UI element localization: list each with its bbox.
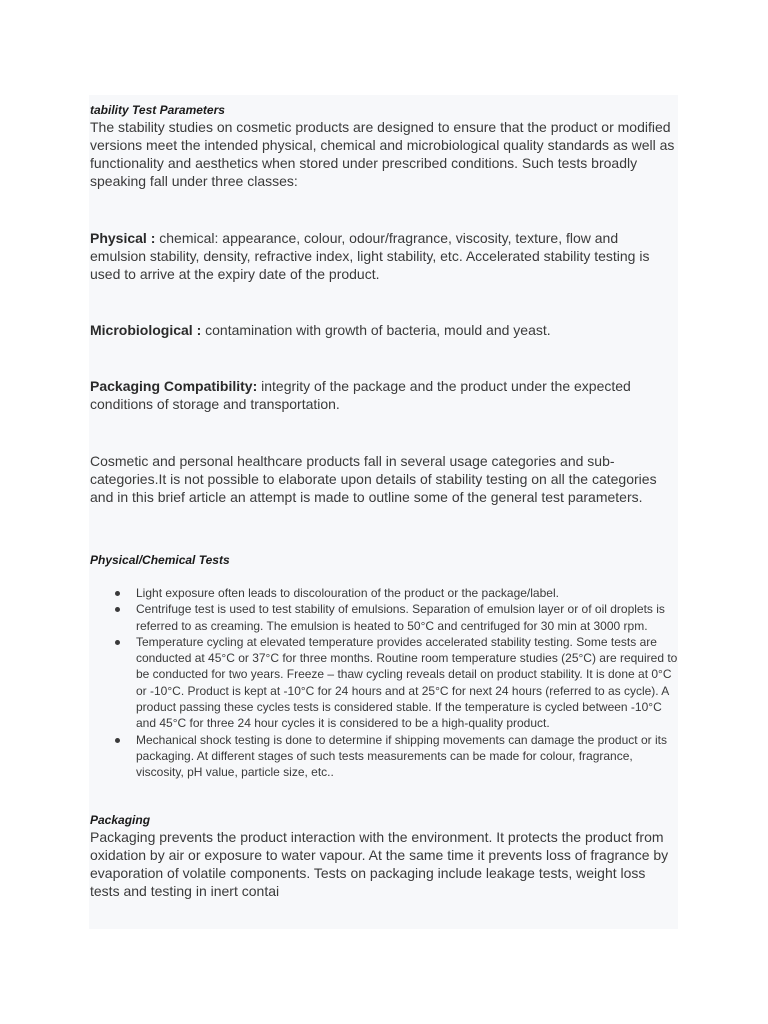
packaging-heading: Packaging (90, 813, 151, 827)
physical-chemical-heading: Physical/Chemical Tests (90, 553, 230, 567)
packaging-text: Packaging prevents the product interaction with the environment. It protects the product from oxidation by air or exposure to water vapour. At the same time it prevents loss of fragrance by evaporation of volatile components. Tests on packaging include leakage tests, weight loss tests and testing in inert contai (90, 829, 669, 899)
document-content (89, 95, 678, 929)
stability-section (90, 102, 678, 190)
class-physical-text: chemical: appearance, colour, odour/fragrance, viscosity, texture, flow and emulsion stability, density, refractive index, light stability, etc. Accelerated stability testing is used to arrive at the expiry date of the product. (90, 230, 650, 282)
class-physical (90, 229, 678, 283)
class-packaging (90, 377, 678, 413)
class-microbiological (90, 321, 678, 339)
physical-chemical-section (90, 552, 678, 568)
bullet-icon (115, 640, 120, 645)
bullet-icon (115, 738, 120, 743)
class-microbiological-text: contamination with growth of bacteria, mould and yeast. (201, 322, 551, 338)
stability-heading: tability Test Parameters (90, 103, 225, 117)
class-packaging-label: Packaging Compatibility: (90, 378, 258, 394)
class-physical-label: Physical : (90, 230, 156, 246)
bullet-icon (115, 607, 120, 612)
class-microbiological-label: Microbiological : (90, 322, 202, 338)
list-item: Light exposure often leads to discolouration of the product or the package/label. (90, 585, 678, 601)
stability-intro: The stability studies on cosmetic products are designed to ensure that the product or modified versions meet the intended physical, chemical and microbiological quality standards as well as functionality and aesthetics when stored under prescribed conditions. Such tests broadly speaking fall under three classes: (90, 119, 675, 189)
bullet-icon (115, 591, 120, 596)
physical-chemical-list (90, 585, 678, 781)
physical-chemical-list-wrap (90, 585, 678, 781)
list-item: Centrifuge test is used to test stability of emulsions. Separation of emulsion layer or of oil droplets is referred to as creaming. The emulsion is heated to 50°C and centrifuged for 30 min at 3000 rpm. (90, 601, 678, 634)
class-packaging-text: integrity of the package and the product under the expected conditions of storage and transportation. (90, 378, 631, 412)
list-item: Mechanical shock testing is done to determine if shipping movements can damage the product or its packaging. At different stages of such tests measurements can be made for colour, fragrance, viscosity, pH value, particle size, etc.. (90, 732, 678, 781)
packaging-section (90, 812, 678, 900)
list-item: Temperature cycling at elevated temperature provides accelerated stability testing. Some tests are conducted at 45°C or 37°C for three months. Routine room temperature studies (25°C) are required to be conducted for two years. Freeze – thaw cycling reveals detail on product stability. It is done at 0°C or -10°C. Product is kept at -10°C for 24 hours and at 25°C for next 24 hours (referred to as cycle). A product passing these cycles tests is considered stable. If the temperature is cycled between -10°C and 45°C for three 24 hour cycles it is considered to be a high-quality product. (90, 634, 678, 732)
categories-section (90, 452, 678, 506)
categories-paragraph: Cosmetic and personal healthcare products fall in several usage categories and sub-categories.It is not possible to elaborate upon details of stability testing on all the categories and in this brief article an attempt is made to outline some of the general test parameters. (90, 453, 657, 505)
